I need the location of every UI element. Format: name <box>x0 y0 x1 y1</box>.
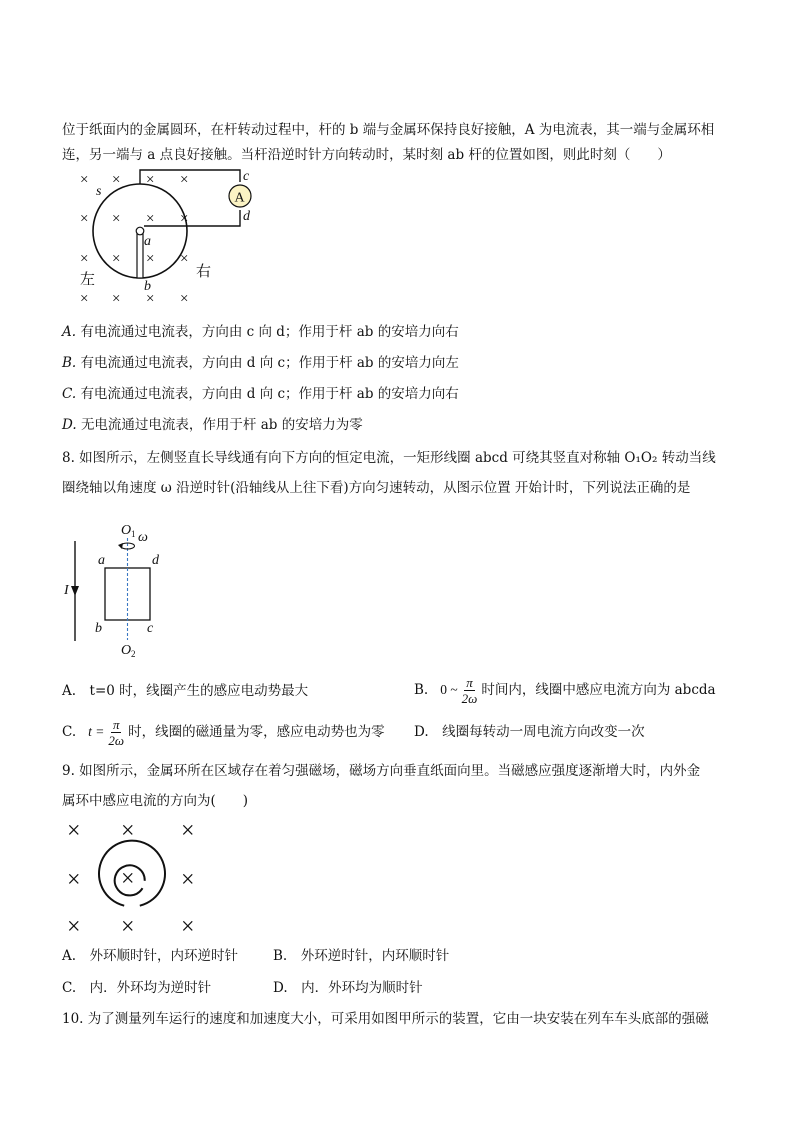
fraction-denominator: 2ω <box>108 732 125 748</box>
fraction-numerator: π <box>112 716 120 732</box>
q7-label-left: 左 <box>80 272 96 288</box>
q9-figure <box>60 816 210 938</box>
q9-option-c[interactable]: C. 内．外环均为逆时针 <box>62 980 212 996</box>
q7-ammeter-label: A <box>234 190 245 206</box>
option-text: 有电流通过电流表，方向由 d 向 c；作用于杆 ab 的安培力向左 <box>80 355 459 371</box>
q7-rod-ab <box>137 230 143 278</box>
q7-option-c[interactable] <box>62 384 459 404</box>
q7-stem-line2: 连，另一端与 a 点良好接触。当杆沿逆时针方向转动时，某时刻 ab 杆的位置如图，则此时刻（ ） <box>62 147 671 163</box>
q7-cross: × <box>180 251 189 267</box>
option-text: 有电流通过电流表，方向由 d 向 c；作用于杆 ab 的安培力向右 <box>80 386 459 402</box>
q8-label-d: d <box>152 553 159 568</box>
q9-stem-line2: 属环中感应电流的方向为( ) <box>62 793 249 809</box>
q7-label-s: s <box>96 184 102 199</box>
q9-stem-line1: 9. 如图所示，金属环所在区域存在着匀强磁场，磁场方向垂直纸面向里。当磁感应强度逐渐增大时，内外金 <box>62 763 701 779</box>
q7-option-b[interactable] <box>62 353 459 373</box>
q7-cross: × <box>146 251 155 267</box>
option-letter: C. <box>62 724 77 740</box>
option-b-suffix: 时间内，线圈中感应电流方向为 abcda <box>481 682 716 698</box>
q9-cross: × <box>67 818 81 844</box>
pi-over-2omega-fraction <box>106 717 126 748</box>
q8-current-arrow <box>71 586 79 596</box>
q7-cross: × <box>80 291 89 307</box>
option-text: 无电流通过电流表，作用于杆 ab 的安培力为零 <box>80 417 363 433</box>
q7-stem-line1: 位于纸面内的金属圆环，在杆转动过程中，杆的 b 端与金属环保持良好接触，A 为电流表，其一端与金属环相 <box>62 122 715 138</box>
q7-figure <box>70 164 280 312</box>
q7-label-c: c <box>243 169 250 184</box>
q9-cross-center: × <box>121 866 135 892</box>
q7-cross: × <box>80 251 89 267</box>
q7-cross: × <box>146 291 155 307</box>
q8-option-a[interactable]: A. t=0 时，线圈产生的感应电动势最大 <box>62 683 309 699</box>
fraction-numerator: π <box>466 674 473 690</box>
option-letter: B. <box>62 355 77 371</box>
q7-wire-top <box>140 170 240 184</box>
q10-stem-line1: 10. 为了测量列车运行的速度和加速度大小，可采用如图甲所示的装置，它由一块安装在列车车头底部的强磁 <box>62 1011 709 1027</box>
q9-option-a[interactable]: A. 外环顺时针，内环逆时针 <box>62 948 239 964</box>
q7-cross: × <box>112 211 121 227</box>
q9-cross: × <box>181 867 195 893</box>
q9-cross: × <box>181 914 195 938</box>
q9-option-b[interactable]: B. 外环逆时针，内环顺时针 <box>273 948 450 964</box>
q9-cross: × <box>121 818 135 844</box>
option-text: 有电流通过电流表，方向由 c 向 d；作用于杆 ab 的安培力向右 <box>80 324 459 340</box>
q7-cross: × <box>112 172 121 188</box>
q7-cross: × <box>180 291 189 307</box>
q9-cross: × <box>181 818 195 844</box>
q8-label-O1-sub: 1 <box>131 529 136 539</box>
q8-label-O1: O <box>121 523 132 538</box>
option-letter: D. <box>62 417 77 433</box>
q9-cross: × <box>67 914 81 938</box>
q7-cross: × <box>180 172 189 188</box>
q7-cross: × <box>80 211 89 227</box>
q9-option-d[interactable]: D. 内．外环均为顺时针 <box>273 980 423 996</box>
q7-cross: × <box>146 172 155 188</box>
q9-cross: × <box>121 914 135 938</box>
option-letter: C. <box>62 386 77 402</box>
q8-label-b: b <box>95 621 102 636</box>
q8-label-O2: O <box>121 643 132 658</box>
q9-cross: × <box>67 867 81 893</box>
q8-stem-line1: 8. 如图所示，左侧竖直长导线通有向下方向的恒定电流，一矩形线圈 abcd 可绕其竖直对称轴 O₁O₂ 转动当线 <box>62 450 716 466</box>
q8-label-c: c <box>147 621 154 636</box>
q8-option-c[interactable] <box>62 708 385 756</box>
option-letter: A. <box>62 324 77 340</box>
q7-cross: × <box>112 251 121 267</box>
q7-cross: × <box>180 211 189 227</box>
q8-label-omega: ω <box>138 530 148 545</box>
q7-label-right: 右 <box>196 264 212 280</box>
pi-over-2omega-fraction <box>460 675 480 706</box>
q7-pivot-a <box>136 227 144 235</box>
q8-option-b[interactable] <box>414 666 716 714</box>
q7-cross: × <box>112 291 121 307</box>
q8-option-d[interactable]: D. 线圈每转动一周电流方向改变一次 <box>414 724 645 740</box>
option-b-prefix: 0 ~ <box>440 682 458 697</box>
q7-cross: × <box>146 211 155 227</box>
q7-wire-bottom <box>144 210 240 226</box>
q7-option-a[interactable] <box>62 322 459 342</box>
q7-label-a: a <box>144 234 151 249</box>
option-letter: B. <box>414 682 429 698</box>
q7-label-d: d <box>243 209 250 224</box>
q8-label-a: a <box>98 553 105 568</box>
q8-stem-line2: 圈绕轴以角速度 ω 沿逆时针(沿轴线从上往下看)方向匀速转动，从图示位置 开始计时，下列说法正确的是 <box>62 480 691 496</box>
q8-label-I: I <box>64 583 69 598</box>
q8-figure <box>60 516 180 662</box>
option-c-suffix: 时，线圈的磁通量为零，感应电动势也为零 <box>128 724 385 740</box>
q8-label-O2-sub: 2 <box>131 649 136 659</box>
q7-option-d[interactable] <box>62 415 363 435</box>
q7-label-b: b <box>144 279 151 294</box>
option-c-prefix: t = <box>88 724 105 739</box>
fraction-denominator: 2ω <box>461 690 478 706</box>
q7-cross: × <box>80 172 89 188</box>
